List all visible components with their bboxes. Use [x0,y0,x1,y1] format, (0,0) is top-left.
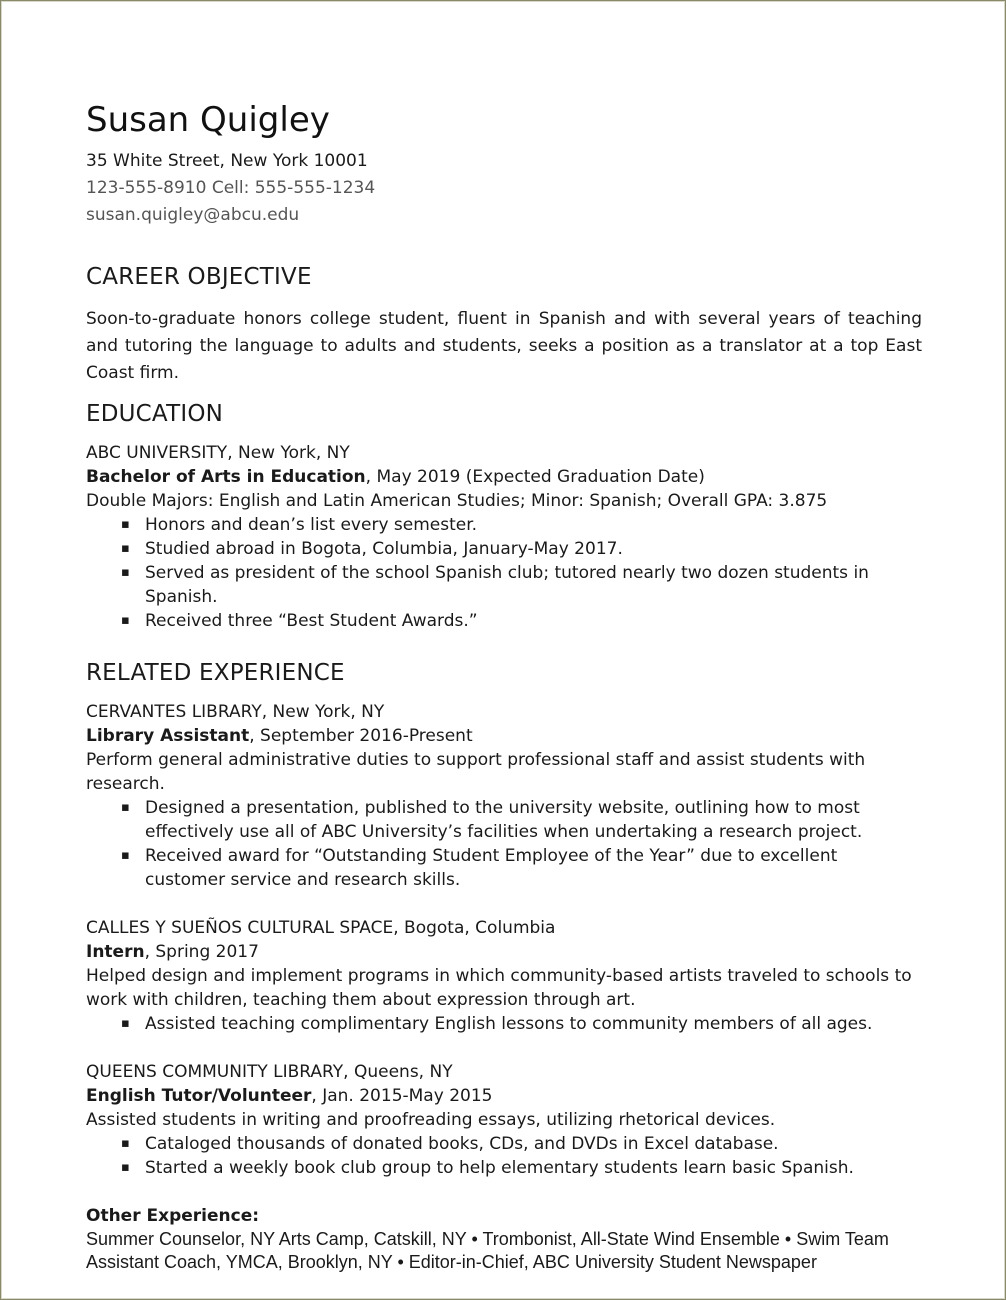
candidate-name: Susan Quigley [86,100,330,140]
email: susan.quigley@abcu.edu [86,205,300,225]
bullet-icon: ▪ [121,1136,130,1151]
job-description: Assisted students in writing and proofreading essays, utilizing rhetorical devices. [86,1110,776,1130]
list-item: ▪ Assisted teaching complimentary English lessons to community members of all ages. [121,1014,873,1034]
bullet-icon: ▪ [121,800,130,815]
role-line [86,724,922,748]
education-bullets [86,513,922,633]
employer: CALLES Y SUEÑOS CULTURAL SPACE, Bogota, Columbia [86,918,556,938]
bullet-icon: ▪ [121,1160,130,1175]
role-title: Intern [86,942,145,962]
job-entry [86,916,922,1036]
objective-text: Soon-to-graduate honors college student, fluent in Spanish and with several years of teaching and tutoring the language to adults and students, seeks a position as a translator at a top East Coast firm. [86,309,922,383]
role-line [86,940,922,964]
list-item: ▪ Received award for “Outstanding Student Employee of the Year” due to excellent customer service and research skills. [121,846,838,890]
role-title: English Tutor/Volunteer [86,1086,312,1106]
job-entry [86,700,922,892]
bullet-icon: ▪ [121,565,130,580]
job-description: Helped design and implement programs in which community-based artists traveled to schools to work with children, teaching them about expression through art. [86,966,912,1010]
school-name: ABC UNIVERSITY, New York, NY [86,443,350,463]
role-date: , September 2016-Present [249,726,473,746]
list-item: ▪ Started a weekly book club group to help elementary students learn basic Spanish. [121,1158,854,1178]
role-title: Library Assistant [86,726,250,746]
job-bullets [86,1012,922,1036]
list-item: ▪ Received three “Best Student Awards.” [121,611,478,631]
list-item: ▪ Honors and dean’s list every semester. [121,515,478,535]
bullet-icon: ▪ [121,613,130,628]
phone-numbers: 123-555-8910 Cell: 555-555-1234 [86,178,376,198]
address: 35 White Street, New York 10001 [86,151,368,171]
degree-line [86,465,922,489]
bullet-icon: ▪ [121,848,130,863]
job-entry [86,1060,922,1180]
bullet-icon: ▪ [121,541,130,556]
resume-page [86,100,922,1274]
role-date: , Spring 2017 [144,942,259,962]
section-title-experience: RELATED EXPERIENCE [86,660,345,686]
other-experience-title: Other Experience: [86,1206,260,1226]
bullet-icon: ▪ [121,1016,130,1031]
list-item: ▪ Studied abroad in Bogota, Columbia, January-May 2017. [121,539,623,559]
degree-date: , May 2019 (Expected Graduation Date) [365,467,705,487]
role-line [86,1084,922,1108]
list-item: ▪ Designed a presentation, published to the university website, outlining how to most effectively use all of ABC University’s facilities when undertaking a research project. [121,798,863,842]
list-item: ▪ Served as president of the school Spanish club; tutored nearly two dozen students in Spanish. [121,563,869,607]
employer: CERVANTES LIBRARY, New York, NY [86,702,385,722]
bullet-icon: ▪ [121,517,130,532]
employer: QUEENS COMMUNITY LIBRARY, Queens, NY [86,1062,453,1082]
section-title-objective: CAREER OBJECTIVE [86,264,312,290]
other-experience-text: Summer Counselor, NY Arts Camp, Catskill, NY • Trombonist, All-State Wind Ensemble • Swim Team Assistant Coach, YMCA, Brooklyn, NY • Editor-in-Chief, ABC University Student Newspaper [86,1229,889,1272]
job-bullets [86,796,922,892]
list-item: ▪ Cataloged thousands of donated books, CDs, and DVDs in Excel database. [121,1134,779,1154]
section-title-education: EDUCATION [86,401,224,427]
education-block [86,441,922,633]
job-bullets [86,1132,922,1180]
job-description: Perform general administrative duties to support professional staff and assist students with research. [86,750,866,794]
majors-line: Double Majors: English and Latin American Studies; Minor: Spanish; Overall GPA: 3.875 [86,491,828,511]
degree-title: Bachelor of Arts in Education [86,467,366,487]
role-date: , Jan. 2015-May 2015 [311,1086,493,1106]
other-experience [86,1204,922,1274]
